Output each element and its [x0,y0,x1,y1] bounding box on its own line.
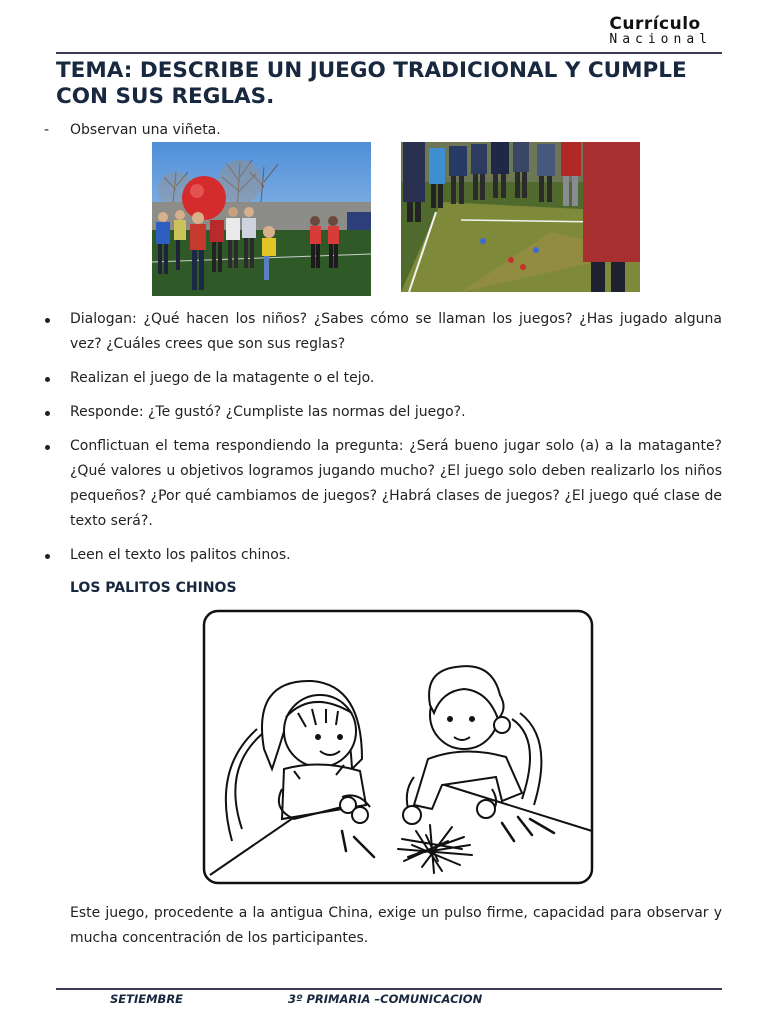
section-heading: LOS PALITOS CHINOS [70,580,237,596]
bullet-icon [45,411,50,416]
list-item [44,434,722,534]
list-item [44,366,722,391]
list-item [44,543,722,568]
logo-bottom-text: Nacional [609,32,712,47]
bullet-icon [45,445,50,450]
list-item-text: Responde: ¿Te gustó? ¿Cumpliste las normas del juego?. [70,404,466,420]
curriculo-nacional-logo [609,14,712,47]
footer-course: 3º PRIMARIA –COMUNICACION [288,992,483,1006]
matagente-photo [152,142,371,296]
document-body [44,118,722,951]
photo-row [44,142,722,298]
tejo-photo [401,142,640,292]
bullet-icon [45,377,50,382]
activity-list [44,307,722,568]
palitos-chinos-illustration [202,609,722,889]
intro-item [44,118,722,142]
list-item-text: Leen el texto los palitos chinos. [70,547,291,563]
bullet-icon [45,554,50,559]
page-title: TEMA: DESCRIBE UN JUEGO TRADICIONAL Y CUMPLE CON SUS REGLAS. [56,58,687,109]
list-item [44,400,722,425]
logo-top-text: Currículo [609,14,701,34]
list-item-text: Dialogan: ¿Qué hacen los niños? ¿Sabes cómo se llaman los juegos? ¿Has jugado alguna vez? ¿Cuáles crees que son sus reglas? [70,311,722,352]
header-rule [56,52,722,54]
footer-rule [56,988,722,990]
bullet-icon [45,318,50,323]
list-item-text: Conflictuan el tema respondiendo la pregunta: ¿Será bueno jugar solo (a) a la matagante? ¿Qué valores u objetivos logramos jugando mucho? ¿El juego solo deben realizarlo los niños pequeños? ¿Por qué cambiamos de juegos? ¿Habrá clases de juegos? ¿El juego qué clase de texto será?. [70,438,722,529]
dash-marker: - [44,122,50,138]
list-item-text: Realizan el juego de la matagente o el tejo. [70,370,375,386]
footer-month: SETIEMBRE [110,992,184,1006]
body-paragraph: Este juego, procedente a la antigua China, exige un pulso firme, capacidad para observar y mucha concentración de los participantes. [70,905,722,946]
list-item [44,307,722,357]
intro-text: Observan una viñeta. [70,122,221,138]
